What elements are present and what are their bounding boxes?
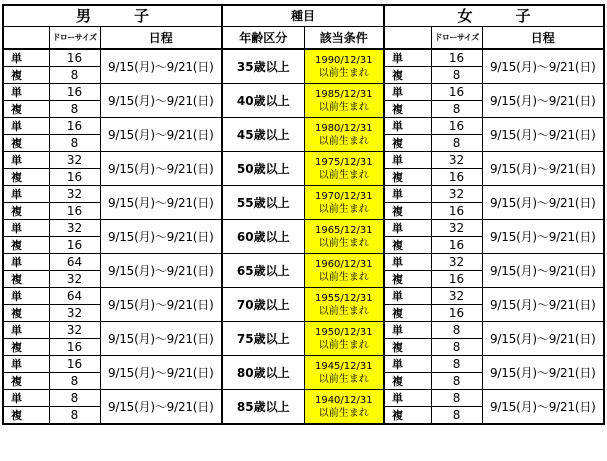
men-schedule-header: 日程 [100,27,222,50]
birth-condition-date: 1950/12/31 [314,326,373,338]
men-schedule: 9/15(月)～9/21(日) [100,49,222,84]
men-singles-label: 単 [3,322,49,339]
women-doubles-draw: 8 [431,135,482,152]
birth-condition-date: 1990/12/31 [314,54,373,66]
men-singles-label: 単 [3,254,49,271]
men-doubles-draw: 8 [49,407,100,425]
women-title: 女 子 [384,5,604,27]
women-singles-draw: 8 [431,356,482,373]
age-category-schedule-table [2,4,605,425]
women-doubles-label: 複 [384,169,431,186]
men-doubles-draw: 8 [49,135,100,152]
birth-condition-text: 以前生まれ [318,339,369,351]
birth-condition [304,220,384,254]
birth-condition-date: 1955/12/31 [314,292,373,304]
category-row-singles [3,288,604,305]
age-class: 55歳以上 [222,186,304,220]
men-schedule: 9/15(月)～9/21(日) [100,322,222,356]
men-schedule: 9/15(月)～9/21(日) [100,186,222,220]
men-doubles-label: 複 [3,407,49,425]
header-row-2 [3,27,604,50]
birth-condition [304,254,384,288]
men-schedule: 9/15(月)～9/21(日) [100,220,222,254]
category-row-singles [3,254,604,271]
birth-condition [304,322,384,356]
women-singles-label: 単 [384,254,431,271]
women-schedule: 9/15(月)～9/21(日) [482,49,604,84]
age-class: 80歳以上 [222,356,304,390]
women-singles-label: 単 [384,118,431,135]
men-doubles-label: 複 [3,237,49,254]
women-singles-label: 単 [384,186,431,203]
age-class: 65歳以上 [222,254,304,288]
header-row-1 [3,5,604,27]
birth-condition [304,152,384,186]
birth-condition [304,356,384,390]
women-singles-draw: 32 [431,186,482,203]
men-singles-draw: 64 [49,288,100,305]
category-row-singles [3,49,604,67]
men-schedule: 9/15(月)～9/21(日) [100,390,222,425]
women-schedule: 9/15(月)～9/21(日) [482,84,604,118]
men-singles-draw: 32 [49,322,100,339]
men-doubles-label: 複 [3,135,49,152]
men-doubles-draw: 8 [49,101,100,118]
women-doubles-draw: 8 [431,407,482,425]
men-schedule: 9/15(月)～9/21(日) [100,288,222,322]
men-singles-draw: 16 [49,84,100,101]
women-schedule: 9/15(月)～9/21(日) [482,390,604,425]
birth-condition-date: 1960/12/31 [314,258,373,270]
men-singles-draw: 32 [49,220,100,237]
birth-condition-date: 1980/12/31 [314,122,373,134]
women-singles-label: 単 [384,220,431,237]
women-doubles-label: 複 [384,271,431,288]
women-doubles-label: 複 [384,101,431,118]
birth-condition [304,390,384,425]
women-type-header [384,27,431,50]
women-doubles-label: 複 [384,305,431,322]
women-singles-label: 単 [384,390,431,407]
category-row-singles [3,118,604,135]
birth-condition-date: 1940/12/31 [314,394,373,406]
men-singles-draw: 16 [49,356,100,373]
women-schedule: 9/15(月)～9/21(日) [482,186,604,220]
women-singles-draw: 8 [431,390,482,407]
category-row-singles [3,390,604,407]
men-singles-draw: 32 [49,152,100,169]
women-doubles-draw: 16 [431,169,482,186]
women-singles-draw: 16 [431,49,482,67]
women-singles-draw: 32 [431,288,482,305]
birth-condition-date: 1945/12/31 [314,360,373,372]
age-class: 85歳以上 [222,390,304,425]
age-class: 70歳以上 [222,288,304,322]
age-class: 50歳以上 [222,152,304,186]
women-singles-draw: 32 [431,152,482,169]
women-doubles-draw: 8 [431,67,482,84]
men-singles-label: 単 [3,220,49,237]
men-doubles-draw: 16 [49,339,100,356]
birth-condition-date: 1965/12/31 [314,224,373,236]
women-doubles-draw: 16 [431,203,482,220]
women-schedule: 9/15(月)～9/21(日) [482,288,604,322]
category-row-singles [3,152,604,169]
men-title: 男 子 [3,5,222,27]
birth-condition-text: 以前生まれ [318,203,369,215]
birth-condition [304,49,384,84]
category-row-singles [3,322,604,339]
men-doubles-label: 複 [3,339,49,356]
men-draw-size-header: ドローサイズ [49,27,100,50]
men-singles-label: 単 [3,288,49,305]
birth-condition-text: 以前生まれ [318,169,369,181]
women-doubles-label: 複 [384,135,431,152]
age-class: 60歳以上 [222,220,304,254]
women-doubles-label: 複 [384,237,431,254]
men-singles-label: 単 [3,186,49,203]
age-class-header: 年齢区分 [222,27,304,50]
women-draw-size-header: ドローサイズ [431,27,482,50]
men-doubles-label: 複 [3,373,49,390]
category-row-singles [3,356,604,373]
men-schedule: 9/15(月)～9/21(日) [100,84,222,118]
women-singles-draw: 32 [431,220,482,237]
women-doubles-label: 複 [384,373,431,390]
men-doubles-draw: 8 [49,67,100,84]
women-schedule: 9/15(月)～9/21(日) [482,322,604,356]
men-singles-label: 単 [3,84,49,101]
birth-condition-date: 1985/12/31 [314,88,373,100]
birth-condition-text: 以前生まれ [318,407,369,419]
women-doubles-draw: 16 [431,305,482,322]
women-doubles-label: 複 [384,67,431,84]
women-singles-label: 単 [384,49,431,67]
men-schedule: 9/15(月)～9/21(日) [100,118,222,152]
women-singles-label: 単 [384,152,431,169]
women-doubles-draw: 16 [431,271,482,288]
women-doubles-label: 複 [384,339,431,356]
age-class: 40歳以上 [222,84,304,118]
women-singles-label: 単 [384,356,431,373]
men-schedule: 9/15(月)～9/21(日) [100,254,222,288]
women-singles-label: 単 [384,322,431,339]
women-doubles-draw: 8 [431,339,482,356]
women-doubles-draw: 8 [431,101,482,118]
men-doubles-label: 複 [3,271,49,288]
birth-condition-text: 以前生まれ [318,271,369,283]
men-singles-draw: 16 [49,49,100,67]
event-title: 種目 [222,5,384,27]
men-doubles-label: 複 [3,67,49,84]
women-singles-draw: 16 [431,118,482,135]
men-doubles-draw: 32 [49,305,100,322]
women-singles-label: 単 [384,84,431,101]
men-singles-label: 単 [3,49,49,67]
men-doubles-draw: 16 [49,237,100,254]
women-schedule: 9/15(月)～9/21(日) [482,356,604,390]
birth-condition-text: 以前生まれ [318,101,369,113]
men-singles-draw: 32 [49,186,100,203]
age-class: 35歳以上 [222,49,304,84]
men-singles-draw: 16 [49,118,100,135]
men-doubles-label: 複 [3,101,49,118]
men-doubles-label: 複 [3,305,49,322]
women-doubles-draw: 16 [431,237,482,254]
women-doubles-label: 複 [384,407,431,425]
condition-header: 該当条件 [304,27,384,50]
men-singles-draw: 8 [49,390,100,407]
age-class: 75歳以上 [222,322,304,356]
men-doubles-draw: 16 [49,169,100,186]
men-doubles-draw: 32 [49,271,100,288]
birth-condition-date: 1975/12/31 [314,156,373,168]
birth-condition [304,186,384,220]
men-singles-label: 単 [3,118,49,135]
women-schedule-header: 日程 [482,27,604,50]
women-singles-draw: 8 [431,322,482,339]
men-singles-label: 単 [3,356,49,373]
men-doubles-label: 複 [3,203,49,220]
women-schedule: 9/15(月)～9/21(日) [482,220,604,254]
women-singles-draw: 16 [431,84,482,101]
men-singles-label: 単 [3,152,49,169]
men-schedule: 9/15(月)～9/21(日) [100,152,222,186]
birth-condition-text: 以前生まれ [318,135,369,147]
birth-condition-text: 以前生まれ [318,67,369,79]
birth-condition [304,288,384,322]
men-singles-label: 単 [3,390,49,407]
birth-condition-date: 1970/12/31 [314,190,373,202]
category-row-singles [3,220,604,237]
birth-condition-text: 以前生まれ [318,373,369,385]
women-doubles-label: 複 [384,203,431,220]
women-doubles-draw: 8 [431,373,482,390]
birth-condition [304,118,384,152]
women-singles-label: 単 [384,288,431,305]
men-singles-draw: 64 [49,254,100,271]
men-schedule: 9/15(月)～9/21(日) [100,356,222,390]
category-row-singles [3,84,604,101]
category-row-singles [3,186,604,203]
women-singles-draw: 32 [431,254,482,271]
men-type-header [3,27,49,50]
birth-condition [304,84,384,118]
birth-condition-text: 以前生まれ [318,305,369,317]
women-schedule: 9/15(月)～9/21(日) [482,118,604,152]
men-doubles-draw: 8 [49,373,100,390]
men-doubles-label: 複 [3,169,49,186]
women-schedule: 9/15(月)～9/21(日) [482,254,604,288]
women-schedule: 9/15(月)～9/21(日) [482,152,604,186]
birth-condition-text: 以前生まれ [318,237,369,249]
age-class: 45歳以上 [222,118,304,152]
men-doubles-draw: 16 [49,203,100,220]
